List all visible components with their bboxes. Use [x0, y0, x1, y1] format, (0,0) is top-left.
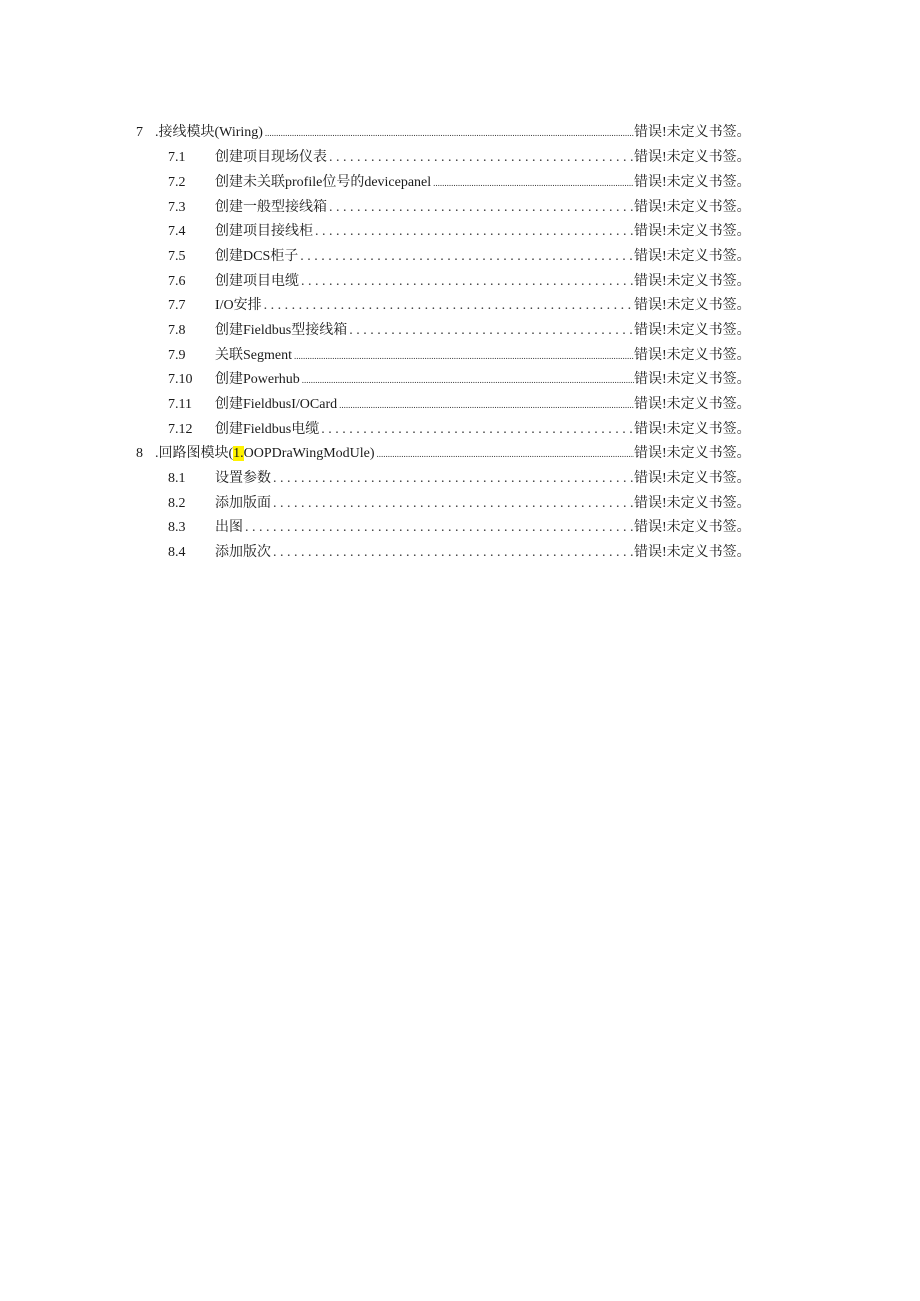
toc-dot-leader — [265, 121, 634, 145]
toc-dot-leader — [245, 516, 634, 540]
toc-title: 创建DCS柜子 — [215, 249, 299, 264]
toc-dot-leader — [264, 294, 634, 318]
toc-entry-7-4[interactable] — [0, 220, 920, 244]
toc-dot-leader — [377, 442, 634, 466]
toc-dot-leader — [273, 492, 634, 516]
toc-leader — [215, 418, 634, 442]
toc-dot-leader — [294, 344, 634, 368]
toc-title: 创建Powerhub — [215, 372, 300, 387]
toc-leader — [215, 245, 634, 269]
toc-dot-leader — [433, 171, 634, 195]
toc-dot-leader — [302, 368, 634, 392]
toc-title: 创建项目现场仪表 — [215, 150, 327, 165]
toc-page-ref: 错误!未定义书签。 — [634, 471, 751, 486]
toc-dot-leader — [315, 220, 634, 244]
toc-title: I/O安排 — [215, 298, 262, 313]
toc-page-ref: 错误!未定义书签。 — [634, 249, 751, 264]
toc-page-ref: 错误!未定义书签。 — [634, 150, 751, 165]
toc-title: 出图 — [215, 520, 243, 535]
toc-page-ref: 错误!未定义书签。 — [634, 274, 751, 289]
toc-entry-7-9[interactable] — [0, 344, 920, 368]
toc-title — [155, 442, 375, 466]
toc-leader — [215, 344, 634, 368]
toc-title-part: OOPDraWingModUle) — [243, 446, 375, 461]
toc-leader — [215, 294, 634, 318]
toc-entry-7-6[interactable] — [0, 270, 920, 294]
toc-entry-7[interactable] — [0, 121, 920, 145]
toc-number: 8.3 — [168, 520, 186, 535]
toc-title: 创建FieldbusI/OCard — [215, 397, 338, 412]
toc-leader — [215, 492, 634, 516]
toc-page-ref: 错误!未定义书签。 — [634, 348, 751, 363]
toc-page-ref: 错误!未定义书签。 — [634, 545, 751, 560]
toc-page-ref: 错误!未定义书签。 — [634, 372, 751, 387]
toc-dot-leader — [273, 541, 634, 565]
toc-leader — [215, 220, 634, 244]
toc-leader — [215, 393, 634, 417]
toc-page-ref: 错误!未定义书签。 — [634, 496, 751, 511]
toc-title: 关联Segment — [215, 348, 292, 363]
toc-page-ref: 错误!未定义书签。 — [634, 397, 751, 412]
toc-title: 创建项目接线柜 — [215, 224, 313, 239]
toc-leader — [215, 516, 634, 540]
toc-title: 设置参数 — [215, 471, 271, 486]
toc-number: 7.11 — [168, 397, 192, 412]
toc-dot-leader — [329, 146, 634, 170]
toc-number: 8.2 — [168, 496, 186, 511]
toc-title: 创建Fieldbus电缆 — [215, 422, 320, 437]
toc-title-part: .回路图模块( — [155, 446, 234, 461]
toc-number: 7.8 — [168, 323, 186, 338]
toc-leader — [215, 319, 634, 343]
toc-leader — [215, 541, 634, 565]
toc-page-ref: 错误!未定义书签。 — [634, 520, 751, 535]
toc-number: 8 — [136, 446, 143, 461]
toc-title: 添加版面 — [215, 496, 271, 511]
toc-entry-7-10[interactable] — [0, 368, 920, 392]
toc-entry-8-3[interactable] — [0, 516, 920, 540]
highlighted-text: 1. — [233, 446, 244, 461]
toc-number: 7.6 — [168, 274, 186, 289]
toc-entry-7-2[interactable] — [0, 171, 920, 195]
toc-number: 7.10 — [168, 372, 193, 387]
toc-dot-leader — [321, 418, 634, 442]
toc-dot-leader — [273, 467, 634, 491]
toc-number: 7 — [136, 125, 143, 140]
toc-entry-7-3[interactable] — [0, 196, 920, 220]
toc-number: 7.2 — [168, 175, 186, 190]
toc-leader — [215, 171, 634, 195]
toc-dot-leader — [329, 196, 634, 220]
toc-page-ref: 错误!未定义书签。 — [634, 298, 751, 313]
toc-number: 7.5 — [168, 249, 186, 264]
toc-entry-7-5[interactable] — [0, 245, 920, 269]
toc-page-ref: 错误!未定义书签。 — [634, 200, 751, 215]
toc-number: 8.4 — [168, 545, 186, 560]
toc-number: 7.1 — [168, 150, 186, 165]
toc-page-ref: 错误!未定义书签。 — [634, 323, 751, 338]
toc-dot-leader — [339, 393, 634, 417]
toc-entry-7-11[interactable] — [0, 393, 920, 417]
toc-leader — [155, 442, 634, 466]
toc-page-ref: 错误!未定义书签。 — [634, 446, 751, 461]
toc-title: 添加版次 — [215, 545, 271, 560]
toc-page-ref: 错误!未定义书签。 — [634, 175, 751, 190]
toc-number: 7.3 — [168, 200, 186, 215]
toc-number: 7.4 — [168, 224, 186, 239]
toc-entry-7-8[interactable] — [0, 319, 920, 343]
toc-entry-8-4[interactable] — [0, 541, 920, 565]
toc-entry-7-12[interactable] — [0, 418, 920, 442]
toc-page-ref: 错误!未定义书签。 — [634, 125, 751, 140]
toc-leader — [215, 196, 634, 220]
toc-entry-8-1[interactable] — [0, 467, 920, 491]
toc-title: .接线模块(Wiring) — [155, 125, 263, 140]
toc-leader — [215, 146, 634, 170]
toc-leader — [215, 467, 634, 491]
toc-dot-leader — [301, 270, 634, 294]
toc-title: 创建一般型接线箱 — [215, 200, 327, 215]
toc-title: 创建项目电缆 — [215, 274, 299, 289]
toc-page-ref: 错误!未定义书签。 — [634, 224, 751, 239]
toc-number: 7.7 — [168, 298, 186, 313]
toc-number: 8.1 — [168, 471, 186, 486]
toc-leader — [215, 368, 634, 392]
toc-number: 7.9 — [168, 348, 186, 363]
toc-entry-8[interactable] — [0, 442, 920, 466]
toc-title: 创建Fieldbus型接线箱 — [215, 323, 348, 338]
toc-page-ref: 错误!未定义书签。 — [634, 422, 751, 437]
toc-number: 7.12 — [168, 422, 193, 437]
toc-dot-leader — [300, 245, 634, 269]
toc-leader — [155, 121, 634, 145]
toc-title: 创建未关联profile位号的devicepanel — [215, 175, 432, 190]
toc-entry-7-7[interactable] — [0, 294, 920, 318]
toc-entry-7-1[interactable] — [0, 146, 920, 170]
toc-dot-leader — [349, 319, 634, 343]
toc-entry-8-2[interactable] — [0, 492, 920, 516]
toc-leader — [215, 270, 634, 294]
